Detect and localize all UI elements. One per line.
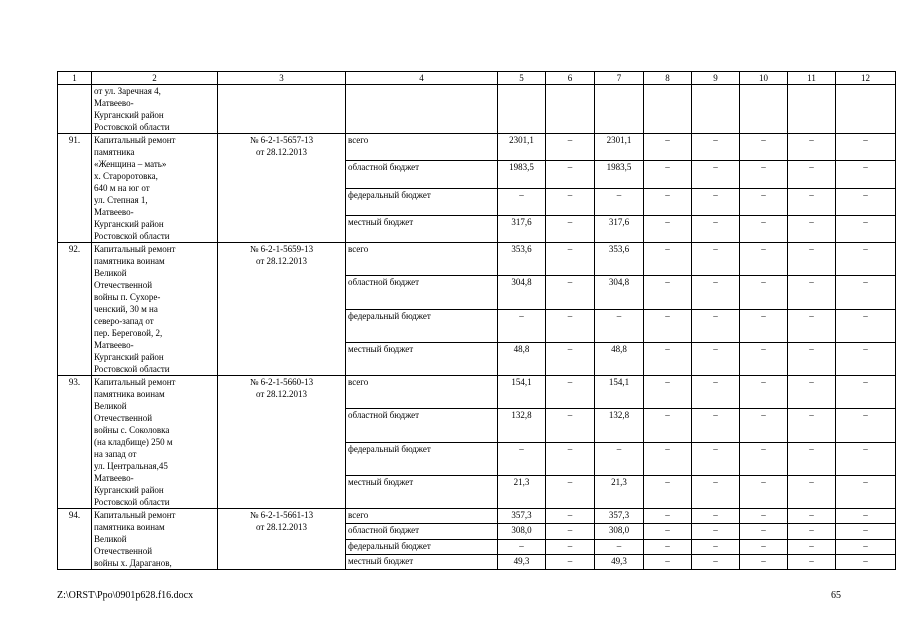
value-cell: – [644, 276, 692, 309]
value-cell: – [740, 442, 788, 475]
description-line: Курганский район [94, 485, 164, 495]
cell-empty [644, 85, 692, 134]
funding-source: всего [346, 134, 498, 161]
funding-source: федеральный бюджет [346, 539, 498, 554]
description-line: Отечественной [94, 280, 153, 290]
value-cell: 21,3 [498, 475, 546, 508]
value-cell: – [740, 161, 788, 188]
value-cell: 357,3 [498, 509, 546, 524]
conclusion-line: от 28.12.2013 [255, 256, 308, 266]
column-header: 7 [595, 72, 644, 85]
value-cell: – [644, 188, 692, 215]
value-cell: – [644, 309, 692, 342]
entry-number: 92. [58, 243, 92, 376]
value-cell: – [788, 342, 836, 375]
funding-source: местный бюджет [346, 475, 498, 508]
description-line: Капитальный ремонт [94, 135, 176, 145]
value-cell: – [692, 215, 740, 242]
value-cell: – [692, 342, 740, 375]
footer-file-path: Z:\ORST\Ppo\0901p628.f16.docx [57, 590, 194, 601]
value-cell: – [740, 409, 788, 442]
value-cell: – [644, 243, 692, 276]
value-cell: – [788, 509, 836, 524]
conclusion-line: № 6-2-1-5659-13 [249, 244, 314, 254]
value-cell: – [740, 554, 788, 569]
description-line: Матвеево- [94, 340, 134, 350]
value-cell: – [740, 539, 788, 554]
value-cell: – [546, 134, 595, 161]
conclusion-line: № 6-2-1-5657-13 [249, 135, 314, 145]
description-line: Отечественной [94, 413, 153, 423]
budget-table [57, 71, 896, 570]
value-cell: – [644, 376, 692, 409]
value-cell: – [644, 215, 692, 242]
value-cell: – [788, 442, 836, 475]
entry-number: 93. [58, 376, 92, 509]
description-line: памятника воинам [94, 389, 165, 399]
cell-empty [546, 85, 595, 134]
value-cell: 1983,5 [595, 161, 644, 188]
entry-number: 94. [58, 509, 92, 570]
value-cell: 132,8 [595, 409, 644, 442]
description-line: Великой [94, 268, 127, 278]
value-cell: 308,0 [595, 524, 644, 539]
value-cell: – [644, 342, 692, 375]
value-cell: – [692, 509, 740, 524]
cell-empty [498, 85, 546, 134]
value-cell: – [740, 524, 788, 539]
funding-source: всего [346, 243, 498, 276]
object-description [92, 509, 218, 570]
conclusion-line: № 6-2-1-5661-13 [249, 510, 314, 520]
funding-source: областной бюджет [346, 161, 498, 188]
expertise-conclusion [218, 376, 346, 509]
table-row [58, 134, 896, 161]
conclusion-line: от 28.12.2013 [255, 522, 308, 532]
description-line: Ростовской области [94, 364, 170, 374]
expertise-conclusion [218, 509, 346, 570]
description-line: Курганский район [94, 219, 164, 229]
value-cell: – [836, 276, 896, 309]
description-line: Капитальный ремонт [94, 244, 176, 254]
value-cell: – [692, 188, 740, 215]
value-cell: – [836, 524, 896, 539]
value-cell: – [836, 309, 896, 342]
cell-empty [740, 85, 788, 134]
value-cell: – [546, 409, 595, 442]
value-cell: 317,6 [498, 215, 546, 242]
value-cell: – [788, 539, 836, 554]
description-line: 640 м на юг от [94, 183, 150, 193]
description-line: северо-запад от [94, 316, 154, 326]
column-header: 4 [346, 72, 498, 85]
description-line: на запад от [94, 449, 137, 459]
table-row [58, 509, 896, 524]
value-cell: 357,3 [595, 509, 644, 524]
value-cell: – [595, 539, 644, 554]
value-cell: – [836, 161, 896, 188]
value-cell: – [644, 475, 692, 508]
value-cell: – [644, 442, 692, 475]
column-header: 9 [692, 72, 740, 85]
footer-page-number: 65 [831, 590, 841, 601]
value-cell: – [546, 309, 595, 342]
value-cell: – [788, 276, 836, 309]
description-line: Курганский район [94, 352, 164, 362]
expertise-conclusion [218, 134, 346, 243]
value-cell: – [498, 442, 546, 475]
value-cell: – [546, 475, 595, 508]
description-line: Великой [94, 401, 127, 411]
cell-empty [836, 85, 896, 134]
funding-source: всего [346, 376, 498, 409]
value-cell: – [546, 376, 595, 409]
value-cell: – [692, 442, 740, 475]
value-cell: – [595, 188, 644, 215]
value-cell: – [740, 243, 788, 276]
object-description [92, 134, 218, 243]
value-cell: 48,8 [595, 342, 644, 375]
value-cell: – [692, 554, 740, 569]
value-cell: – [788, 554, 836, 569]
funding-source: федеральный бюджет [346, 442, 498, 475]
value-cell: – [788, 524, 836, 539]
funding-source: областной бюджет [346, 409, 498, 442]
column-header: 1 [58, 72, 92, 85]
description-line: Отечественной [94, 546, 153, 556]
column-header: 2 [92, 72, 218, 85]
value-cell: – [740, 475, 788, 508]
value-cell: – [692, 309, 740, 342]
conclusion-line: от 28.12.2013 [255, 147, 308, 157]
value-cell: – [546, 188, 595, 215]
value-cell: – [836, 409, 896, 442]
value-cell: – [836, 243, 896, 276]
column-header: 10 [740, 72, 788, 85]
conclusion-line: от 28.12.2013 [255, 389, 308, 399]
value-cell: – [740, 342, 788, 375]
value-cell: – [836, 376, 896, 409]
value-cell: – [498, 539, 546, 554]
value-cell: 308,0 [498, 524, 546, 539]
value-cell: – [788, 376, 836, 409]
table-row [58, 376, 896, 409]
description-line: от ул. Заречная 4, [94, 86, 161, 96]
description-line: Капитальный ремонт [94, 510, 176, 520]
column-header: 11 [788, 72, 836, 85]
value-cell: – [692, 243, 740, 276]
value-cell: 132,8 [498, 409, 546, 442]
description-line: войны х. Дараганов, [94, 558, 172, 568]
continuation-row [58, 85, 896, 134]
value-cell: 353,6 [595, 243, 644, 276]
value-cell: – [788, 475, 836, 508]
value-cell: – [546, 509, 595, 524]
description-line: памятника воинам [94, 256, 165, 266]
value-cell: – [692, 524, 740, 539]
value-cell: – [498, 309, 546, 342]
value-cell: – [788, 188, 836, 215]
value-cell: – [546, 442, 595, 475]
funding-source: федеральный бюджет [346, 309, 498, 342]
description-line: памятника [94, 147, 135, 157]
description-line: войны с. Соколовка [94, 425, 170, 435]
value-cell: – [595, 309, 644, 342]
description-line: Ростовской области [94, 122, 170, 132]
value-cell: – [546, 215, 595, 242]
value-cell: – [740, 376, 788, 409]
value-cell: 1983,5 [498, 161, 546, 188]
value-cell: – [836, 539, 896, 554]
cell-empty [218, 85, 346, 134]
value-cell: – [644, 409, 692, 442]
description-line: Ростовской области [94, 497, 170, 507]
value-cell: – [740, 276, 788, 309]
value-cell: – [644, 134, 692, 161]
value-cell: – [740, 509, 788, 524]
value-cell: – [644, 161, 692, 188]
column-header: 6 [546, 72, 595, 85]
value-cell: – [546, 342, 595, 375]
object-description [92, 243, 218, 376]
value-cell: – [692, 276, 740, 309]
description-line: пер. Береговой, 2, [94, 328, 163, 338]
cell-empty [346, 85, 498, 134]
value-cell: – [692, 376, 740, 409]
description-line: «Женщина – мать» [94, 159, 167, 169]
funding-source: федеральный бюджет [346, 188, 498, 215]
value-cell: – [788, 161, 836, 188]
value-cell: – [546, 524, 595, 539]
value-cell: – [546, 554, 595, 569]
value-cell: – [644, 509, 692, 524]
cell-empty [595, 85, 644, 134]
column-header: 12 [836, 72, 896, 85]
value-cell: – [692, 475, 740, 508]
description-line: Курганский район [94, 110, 164, 120]
expertise-conclusion [218, 243, 346, 376]
value-cell: – [788, 215, 836, 242]
value-cell: 304,8 [498, 276, 546, 309]
value-cell: 2301,1 [595, 134, 644, 161]
value-cell: – [692, 409, 740, 442]
value-cell: 154,1 [595, 376, 644, 409]
value-cell: – [836, 342, 896, 375]
funding-source: областной бюджет [346, 276, 498, 309]
column-header: 8 [644, 72, 692, 85]
column-header: 5 [498, 72, 546, 85]
value-cell: – [546, 243, 595, 276]
value-cell: – [595, 442, 644, 475]
value-cell: – [836, 134, 896, 161]
value-cell: – [788, 134, 836, 161]
object-description [92, 376, 218, 509]
description-line: (на кладбище) 250 м [94, 437, 173, 447]
value-cell: – [788, 409, 836, 442]
value-cell: – [836, 215, 896, 242]
description-line: х. Староротовка, [94, 171, 158, 181]
value-cell: – [740, 215, 788, 242]
entry-number: 91. [58, 134, 92, 243]
cell-empty [692, 85, 740, 134]
value-cell: – [644, 539, 692, 554]
value-cell: – [692, 539, 740, 554]
value-cell: – [836, 554, 896, 569]
value-cell: – [644, 554, 692, 569]
funding-source: областной бюджет [346, 524, 498, 539]
table-body [58, 72, 896, 570]
value-cell: 154,1 [498, 376, 546, 409]
value-cell: 353,6 [498, 243, 546, 276]
conclusion-line: № 6-2-1-5660-13 [249, 377, 314, 387]
description-line: Капитальный ремонт [94, 377, 176, 387]
value-cell: – [546, 276, 595, 309]
value-cell: – [692, 161, 740, 188]
value-cell: – [788, 309, 836, 342]
object-description [92, 85, 218, 134]
cell-empty [788, 85, 836, 134]
funding-source: местный бюджет [346, 554, 498, 569]
description-line: памятника воинам [94, 522, 165, 532]
value-cell: – [546, 161, 595, 188]
description-line: Матвеево- [94, 473, 134, 483]
value-cell: 21,3 [595, 475, 644, 508]
funding-source: местный бюджет [346, 215, 498, 242]
description-line: Матвеево- [94, 98, 134, 108]
value-cell: 2301,1 [498, 134, 546, 161]
column-header-row [58, 72, 896, 85]
value-cell: 317,6 [595, 215, 644, 242]
value-cell: – [498, 188, 546, 215]
value-cell: – [788, 243, 836, 276]
value-cell: 304,8 [595, 276, 644, 309]
description-line: ченский, 30 м на [94, 304, 158, 314]
value-cell: – [836, 442, 896, 475]
value-cell: – [836, 509, 896, 524]
description-line: войны п. Сухоре- [94, 292, 161, 302]
value-cell: – [836, 188, 896, 215]
value-cell: – [644, 524, 692, 539]
description-line: Ростовской области [94, 231, 170, 241]
value-cell: – [740, 134, 788, 161]
description-line: Матвеево- [94, 207, 134, 217]
value-cell: 49,3 [498, 554, 546, 569]
description-line: ул. Центральная,45 [94, 461, 168, 471]
description-line: Великой [94, 534, 127, 544]
value-cell: – [836, 475, 896, 508]
column-header: 3 [218, 72, 346, 85]
funding-source: местный бюджет [346, 342, 498, 375]
value-cell: – [740, 188, 788, 215]
value-cell: 48,8 [498, 342, 546, 375]
table-row [58, 243, 896, 276]
value-cell: – [740, 309, 788, 342]
description-line: ул. Степная 1, [94, 195, 148, 205]
value-cell: – [692, 134, 740, 161]
cell-empty [58, 85, 92, 134]
value-cell: – [546, 539, 595, 554]
funding-source: всего [346, 509, 498, 524]
value-cell: 49,3 [595, 554, 644, 569]
